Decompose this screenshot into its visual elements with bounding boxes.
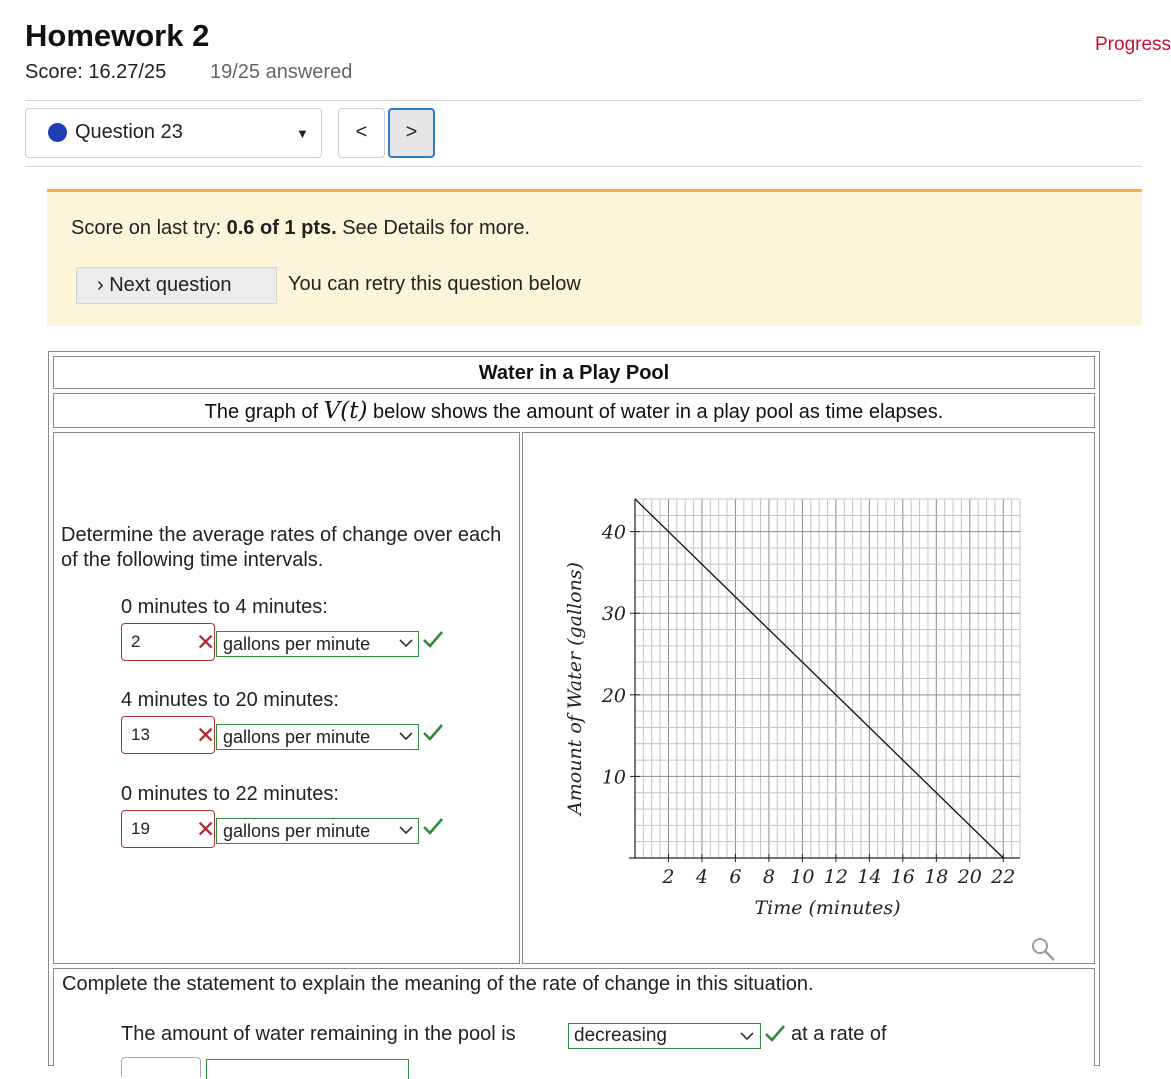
x-tick-label: 14 (857, 866, 882, 888)
graph (523, 433, 1094, 963)
answered-count: 19/25 answered (210, 61, 353, 83)
score-prefix: Score on last try: (71, 217, 227, 239)
unit-select-value: gallons per minute (223, 634, 371, 654)
unit-select[interactable] (206, 1059, 409, 1079)
y-tick-label: 20 (601, 684, 626, 707)
next-question-button[interactable] (76, 267, 277, 304)
x-tick-label: 10 (790, 866, 815, 888)
unit-select-value: gallons per minute (223, 727, 371, 747)
statement-prompt: Complete the statement to explain the meaning of the rate of change in this situation. (62, 973, 814, 995)
y-tick-label: 30 (601, 603, 626, 626)
y-tick-label: 40 (601, 521, 626, 544)
problem-description-cell (53, 393, 1095, 428)
unit-select[interactable] (216, 724, 419, 750)
score-suffix: See Details for more. (336, 217, 531, 239)
y-tick-label: 10 (601, 766, 626, 789)
next-question-label: Next question (109, 274, 232, 296)
problem-description (54, 398, 1094, 424)
dropdown-caret-icon: ▼ (296, 126, 309, 141)
progress-link[interactable]: Progress (1095, 34, 1171, 55)
interval-label: 4 minutes to 20 minutes: (121, 689, 339, 711)
correct-check-icon (422, 629, 444, 649)
interval-label: 0 minutes to 22 minutes: (121, 783, 339, 805)
chevron-right-icon: › (97, 274, 110, 296)
score-banner (47, 189, 1142, 326)
last-try-score (71, 217, 530, 240)
problem-title-cell (53, 356, 1095, 389)
x-axis-label: Time (minutes) (754, 897, 901, 919)
statement-text: The amount of water remaining in the pool is (121, 1023, 516, 1045)
instructions: Determine the average rates of change over each of the following time intervals. (61, 524, 502, 571)
x-tick-label: 2 (662, 866, 675, 888)
x-tick-label: 22 (991, 866, 1016, 888)
rate-answer-input[interactable]: 2 (121, 623, 215, 661)
x-tick-label: 4 (695, 866, 709, 888)
question-select[interactable] (25, 108, 322, 158)
unit-select[interactable] (216, 631, 419, 657)
incorrect-icon: ✕ (196, 722, 216, 748)
interval-label: 0 minutes to 4 minutes: (121, 596, 328, 618)
x-tick-label: 18 (924, 866, 949, 888)
desc-suffix: below shows the amount of water in a play pool as time elapses. (367, 401, 944, 423)
x-tick-label: 6 (729, 866, 742, 888)
divider (25, 100, 1142, 101)
x-tick-label: 20 (957, 866, 982, 888)
score-value: 0.6 of 1 pts. (226, 217, 337, 239)
incorrect-icon: ✕ (196, 629, 216, 655)
problem-title: Water in a Play Pool (478, 362, 670, 384)
divider (25, 166, 1142, 167)
statement-cell (53, 968, 1095, 1066)
unit-select-value: gallons per minute (223, 821, 371, 841)
question-status-dot (48, 123, 67, 142)
chevron-down-icon (399, 825, 413, 835)
function-notation: V(t) (323, 398, 368, 424)
chevron-down-icon (740, 1031, 754, 1041)
chevron-down-icon (399, 638, 413, 648)
graph-cell (522, 432, 1095, 964)
page-title: Homework 2 (25, 18, 210, 53)
direction-select-value: decreasing (574, 1025, 667, 1046)
incorrect-icon: ✕ (196, 816, 216, 842)
rate-answer-input[interactable]: 19 (121, 810, 215, 848)
rate-answer-input[interactable] (121, 1057, 201, 1077)
grid (635, 499, 1020, 858)
correct-check-icon (764, 1023, 786, 1043)
score-text: Score: 16.27/25 (25, 61, 167, 83)
previous-question-button[interactable]: < (338, 108, 385, 158)
magnify-icon[interactable] (1030, 935, 1058, 963)
rate-of-text: at a rate of (791, 1023, 887, 1045)
chevron-down-icon (399, 731, 413, 741)
correct-check-icon (422, 722, 444, 742)
rate-answer-input[interactable]: 13 (121, 716, 215, 754)
next-question-arrow-button[interactable]: > (388, 108, 435, 158)
x-tick-label: 8 (762, 866, 775, 888)
y-axis-label: Amount of Water (gallons) (564, 562, 586, 815)
direction-select[interactable] (568, 1023, 761, 1049)
x-tick-label: 16 (890, 866, 915, 888)
question-select-label: Question 23 (75, 121, 183, 143)
unit-select[interactable] (216, 818, 419, 844)
x-tick-label: 12 (823, 866, 848, 888)
retry-text: You can retry this question below (288, 273, 581, 295)
questions-cell (53, 432, 520, 964)
correct-check-icon (422, 816, 444, 836)
desc-prefix: The graph of (204, 401, 324, 423)
